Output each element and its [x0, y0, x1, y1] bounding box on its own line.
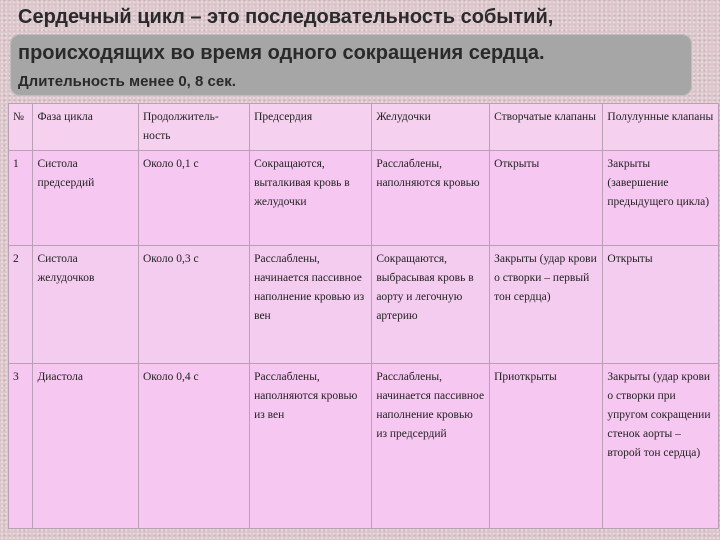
cell-duration: Около 0,4 с [138, 364, 249, 529]
cardiac-cycle-table [8, 103, 719, 529]
table-row [9, 151, 719, 246]
table-header-row [9, 104, 719, 151]
cell-av-valves: Открыты [490, 151, 603, 246]
header-phase: Фаза цикла [33, 104, 139, 151]
cell-semilunar-valves: Открыты [603, 246, 719, 364]
cell-ventricles: Сокращаются, выбрасывая кровь в аорту и легочную артерию [372, 246, 490, 364]
header-av-valves: Створчатые клапаны [490, 104, 603, 151]
table-row [9, 246, 719, 364]
cell-semilunar-valves: Закрыты (завершение предыдущего цикла) [603, 151, 719, 246]
duration-subtitle: Длительность менее 0, 8 сек. [18, 73, 236, 90]
cell-ventricles: Расслаблены, начинается пассивное наполнение кровью из предсердий [372, 364, 490, 529]
header-ventricles: Желудочки [372, 104, 490, 151]
cell-ventricles: Расслаблены, наполняются кровью [372, 151, 490, 246]
cell-semilunar-valves: Закрыты (удар крови о створки при упругом сокращении стенок аорты – второй тон сердца) [603, 364, 719, 529]
header-semilunar-valves: Полулунные клапаны [603, 104, 719, 151]
cell-duration: Около 0,1 с [138, 151, 249, 246]
cell-av-valves: Приоткрыты [490, 364, 603, 529]
cell-phase: Систола желудочков [33, 246, 139, 364]
page-title-line-2: происходящих во время одного сокращения сердца. [18, 42, 545, 64]
header-duration: Продолжитель-ность [138, 104, 249, 151]
cell-phase: Диастола [33, 364, 139, 529]
header-number: № [9, 104, 33, 151]
cell-atria: Сокращаются, выталкивая кровь в желудочки [250, 151, 372, 246]
table-row [9, 364, 719, 529]
cell-av-valves: Закрыты (удар крови о створки – первый тон сердца) [490, 246, 603, 364]
header-atria: Предсердия [250, 104, 372, 151]
cell-number: 3 [9, 364, 33, 529]
cell-atria: Расслаблены, начинается пассивное наполнение кровью из вен [250, 246, 372, 364]
cell-phase: Систола предсердий [33, 151, 139, 246]
cell-duration: Около 0,3 с [138, 246, 249, 364]
page-title-line-1: Сердечный цикл – это последовательность событий, [18, 6, 554, 28]
cell-number: 2 [9, 246, 33, 364]
cell-atria: Расслаблены, наполняются кровью из вен [250, 364, 372, 529]
cell-number: 1 [9, 151, 33, 246]
